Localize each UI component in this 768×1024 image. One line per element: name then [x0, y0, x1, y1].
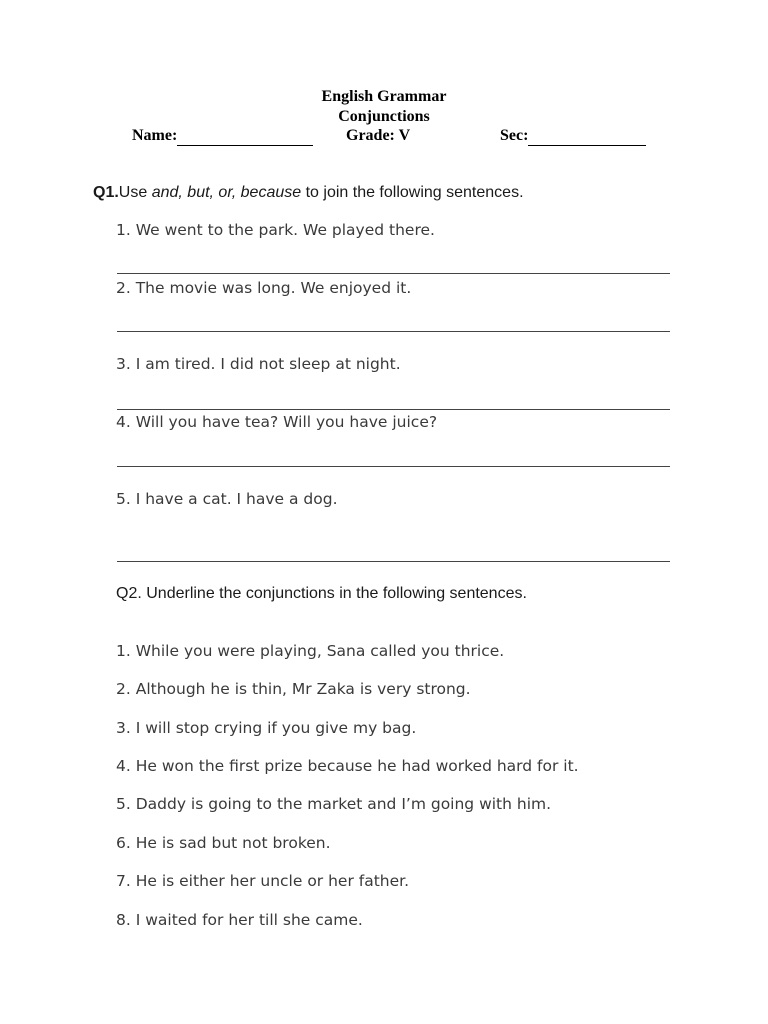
q1-number: Q1. [93, 184, 119, 201]
q1-answer-line[interactable] [117, 273, 670, 274]
name-label: Name: [132, 127, 178, 144]
worksheet-subtitle: Conjunctions [338, 108, 430, 125]
name-field[interactable] [132, 127, 313, 146]
q1-item: 3. I am tired. I did not sleep at night. [116, 355, 401, 373]
sec-blank[interactable] [528, 127, 646, 146]
q1-answer-line[interactable] [117, 331, 670, 332]
sec-label: Sec: [500, 127, 529, 144]
q2-item: 3. I will stop crying if you give my bag. [116, 719, 417, 737]
q2-item: 4. He won the first prize because he had worked hard for it. [116, 757, 579, 775]
q1-item: 5. I have a cat. I have a dog. [116, 490, 338, 508]
q2-item: 8. I waited for her till she came. [116, 911, 363, 929]
q1-instruction-prefix: Use [118, 184, 152, 201]
q2-instruction-text: Underline the conjunctions in the following sentences. [141, 585, 527, 602]
q2-number: Q2. [116, 585, 142, 602]
q1-answer-line[interactable] [117, 466, 670, 467]
sec-field[interactable] [500, 127, 646, 146]
q2-item: 7. He is either her uncle or her father. [116, 872, 410, 890]
q2-item: 5. Daddy is going to the market and I’m going with him. [116, 795, 552, 813]
grade-label: Grade: V [346, 127, 411, 144]
q2-item: 1. While you were playing, Sana called you thrice. [116, 642, 505, 660]
q1-conjunction-words: and, but, or, because [151, 184, 302, 201]
q1-answer-line[interactable] [117, 561, 670, 562]
q1-item: 1. We went to the park. We played there. [116, 221, 435, 239]
q2-item: 6. He is sad but not broken. [116, 834, 331, 852]
q1-item: 4. Will you have tea? Will you have juice? [116, 413, 438, 431]
q2-instruction [116, 585, 527, 603]
q1-answer-line[interactable] [117, 409, 670, 410]
name-blank[interactable] [177, 127, 313, 146]
q1-instruction [93, 184, 524, 202]
q2-item: 2. Although he is thin, Mr Zaka is very strong. [116, 680, 471, 698]
worksheet-title: English Grammar [321, 88, 447, 105]
q1-instruction-suffix: to join the following sentences. [301, 184, 524, 201]
q1-item: 2. The movie was long. We enjoyed it. [116, 279, 412, 297]
